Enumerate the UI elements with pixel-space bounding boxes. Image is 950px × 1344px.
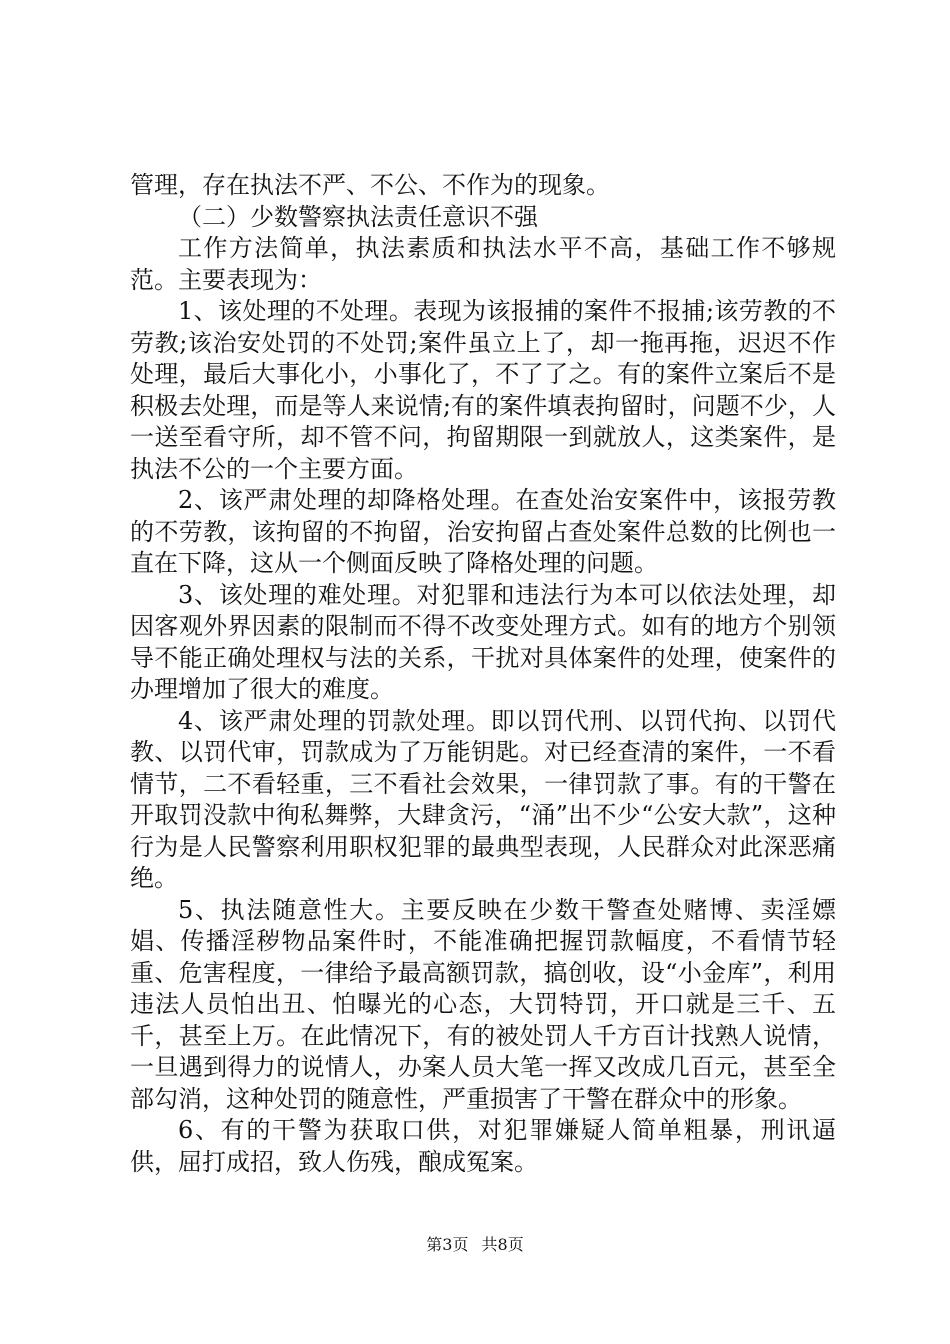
section-heading: （二）少数警察执法责任意识不强 — [178, 202, 538, 231]
paragraph-item-1: 1、该处理的不处理。表现为该报捕的案件不报捕;该劳教的不劳教;该治安处罚的不处罚;案件虽立上了，却一拖再拖，迟迟不作处理，最后大事化小，小事化了，不了了之。有的案件立案后不是积极去处理，而是等人来说情;有的案件填表拘留时，问题不少，人一送至看守所，却不管不问，拘留期限一到就放人，这类案件，是执法不公的一个主要方面。 — [130, 297, 836, 483]
paragraph-item-4: 4、该严肃处理的罚款处理。即以罚代刑、以罚代拘、以罚代教、以罚代审，罚款成为了万能钥匙。对已经查清的案件，一不看情节，二不看轻重，三不看社会效果，一律罚款了事。有的干警在开取罚没款中徇私舞弊，大肆贪污，“涌”出不少“公安大款”，这种行为是人民警察利用职权犯罪的最典型表现，人民群众对此深恶痛绝。 — [130, 706, 836, 892]
paragraph-item-6: 6、有的干警为获取口供，对犯罪嫌疑人简单粗暴，刑讯逼供，屈打成招，致人伤残，酿成冤案。 — [130, 1116, 836, 1176]
paragraph-item-5: 5、执法随意性大。主要反映在少数干警查处赌博、卖淫嫖娼、传播淫秽物品案件时，不能准确把握罚款幅度，不看情节轻重、危害程度，一律给予最高额罚款，搞创收，设“小金库”，利用违法人员怕出丑、怕曝光的心态，大罚特罚，开口就是三千、五千，甚至上万。在此情况下，有的被处罚人千方百计找熟人说情，一旦遇到得力的说情人，办案人员大笔一挥又改成几百元，甚至全部勾消，这种处罚的随意性，严重损害了干警在群众中的形象。 — [130, 895, 836, 1113]
paragraph-continuation: 管理，存在执法不严、不公、不作为的现象。 — [130, 171, 610, 199]
paragraph-intro: 工作方法简单，执法素质和执法水平不高，基础工作不够规范。主要表现为： — [130, 234, 836, 294]
paragraph-item-3: 3、该处理的难处理。对犯罪和违法行为本可以依法处理，却因客观外界因素的限制而不得不改变处理方式。如有的地方个别领导不能正确处理权与法的关系，干扰对具体案件的处理，使案件的办理增加了很大的难度。 — [130, 580, 836, 703]
paragraph-item-2: 2、该严肃处理的却降格处理。在查处治安案件中，该报劳教的不劳教，该拘留的不拘留，治安拘留占查处案件总数的比例也一直在下降，这从一个侧面反映了降格处理的问题。 — [130, 486, 836, 577]
page-total: 共8页 — [481, 1235, 524, 1254]
page-number: 第3页 — [426, 1235, 469, 1254]
page-footer — [0, 1235, 950, 1255]
document-body — [130, 170, 836, 1178]
